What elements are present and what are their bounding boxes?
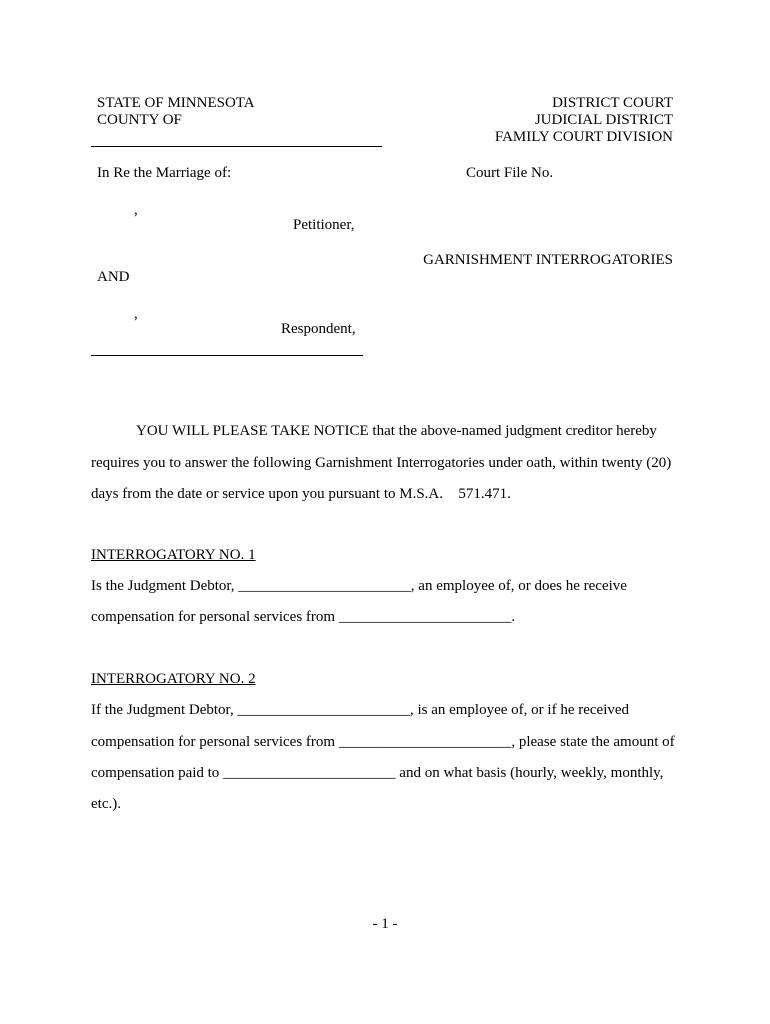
petitioner-name-comma: , [134, 202, 138, 218]
document-title: GARNISHMENT INTERROGATORIES [423, 252, 673, 268]
district-label: JUDICIAL DISTRICT [534, 112, 673, 128]
and-label: AND [97, 269, 130, 285]
interrogatory-2-line-3: compensation paid to _______________________ and on what basis (hourly, weekly, monthly, [91, 765, 664, 781]
state-label: STATE OF MINNESOTA [97, 95, 255, 111]
county-divider-line [91, 146, 382, 147]
respondent-label: Respondent, [281, 321, 356, 337]
county-label: COUNTY OF [97, 112, 182, 128]
in-re-marriage-label: In Re the Marriage of: [97, 165, 232, 181]
notice-line-2: requires you to answer the following Garnishment Interrogatories under oath, within twenty (20) [91, 455, 672, 471]
interrogatory-2-heading: INTERROGATORY NO. 2 [91, 671, 256, 687]
division-label: FAMILY COURT DIVISION [494, 129, 673, 145]
interrogatory-2-line-4: etc.). [91, 796, 121, 812]
petitioner-label: Petitioner, [293, 217, 355, 233]
interrogatory-1-line-1: Is the Judgment Debtor, _______________________, an employee of, or does he receive [91, 578, 627, 594]
court-label: DISTRICT COURT [552, 95, 673, 111]
interrogatory-1-heading: INTERROGATORY NO. 1 [91, 547, 256, 563]
caption-divider-line [91, 355, 363, 356]
page-number: - 1 - [372, 916, 398, 932]
interrogatory-2-line-2: compensation for personal services from _______________________, please state the amount of [91, 734, 675, 750]
respondent-name-comma: , [134, 306, 138, 322]
interrogatory-2-line-1: If the Judgment Debtor, _______________________, is an employee of, or if he received [91, 702, 630, 718]
notice-line-1: YOU WILL PLEASE TAKE NOTICE that the above-named judgment creditor hereby [136, 423, 657, 439]
notice-line-3: days from the date or service upon you pursuant to M.S.A.  571.471. [91, 486, 511, 502]
court-file-number-label: Court File No. [466, 165, 554, 181]
interrogatory-1-line-2: compensation for personal services from _______________________. [91, 609, 516, 625]
